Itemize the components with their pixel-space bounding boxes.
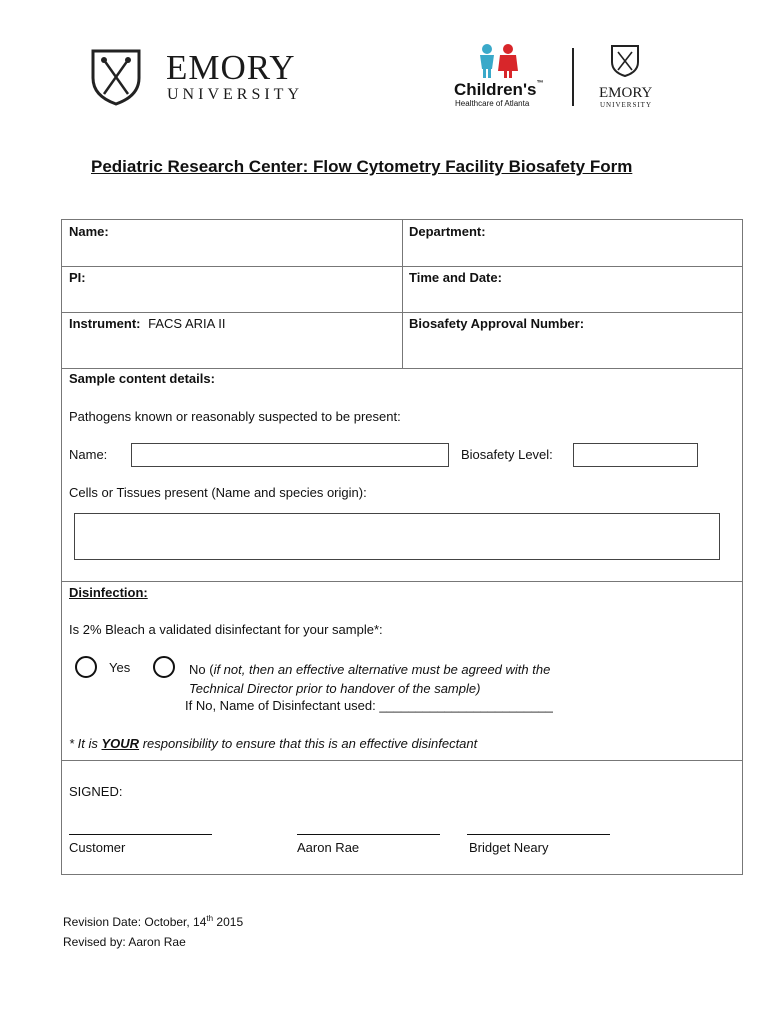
instrument-value: FACS ARIA II <box>148 316 226 331</box>
emory-logo-university: UNIVERSITY <box>167 86 303 103</box>
cells-tissues-input[interactable] <box>74 513 720 560</box>
row-divider <box>62 368 742 369</box>
row-divider <box>62 760 742 761</box>
yes-label: Yes <box>109 660 131 675</box>
childrens-logo-name: Children's™ <box>454 80 544 99</box>
pathogens-text: Pathogens known or reasonably suspected to be present: <box>69 409 401 424</box>
biosafety-form-table <box>61 219 743 875</box>
name-label: Name: <box>69 224 109 239</box>
bleach-question: Is 2% Bleach a validated disinfectant for your sample*: <box>69 622 383 637</box>
logo-divider <box>572 48 574 106</box>
cells-tissues-text: Cells or Tissues present (Name and species origin): <box>69 485 367 500</box>
emory-small-logo-name: EMORY <box>599 85 653 101</box>
column-divider <box>402 220 403 368</box>
pi-label: PI: <box>69 270 86 285</box>
biosafety-level-label: Biosafety Level: <box>461 447 553 462</box>
customer-signature-line[interactable] <box>69 834 212 835</box>
row-divider <box>62 581 742 582</box>
childrens-kids-icon <box>475 43 521 84</box>
pathogen-name-label: Name: <box>69 447 108 462</box>
emory-shield-icon <box>90 48 142 111</box>
biosafety-approval-label: Biosafety Approval Number: <box>409 316 585 331</box>
revision-date: Revision Date: October, 14th 2015 <box>63 914 244 929</box>
emory-small-shield-icon <box>610 44 640 83</box>
yes-radio[interactable] <box>75 656 97 678</box>
signed-label: SIGNED: <box>69 784 123 799</box>
emory-small-logo-university: UNIVERSITY <box>600 101 652 109</box>
instrument-label: Instrument: FACS ARIA II <box>69 316 226 331</box>
no-radio[interactable] <box>153 656 175 678</box>
revised-by: Revised by: Aaron Rae <box>63 935 186 949</box>
pathogen-name-input[interactable] <box>131 443 449 467</box>
aaron-signature-line[interactable] <box>297 834 440 835</box>
department-label: Department: <box>409 224 486 239</box>
emory-logo-name: EMORY <box>166 48 296 87</box>
biosafety-level-input[interactable] <box>573 443 698 467</box>
time-date-label: Time and Date: <box>409 270 502 285</box>
sample-details-label: Sample content details: <box>69 371 215 386</box>
customer-signature-label: Customer <box>69 840 126 855</box>
form-title: Pediatric Research Center: Flow Cytometry Facility Biosafety Form <box>91 157 633 176</box>
if-no-disinfectant-line: If No, Name of Disinfectant used: ________________________ <box>185 698 553 713</box>
responsibility-footnote: * It is YOUR responsibility to ensure that this is an effective disinfectant <box>69 736 478 751</box>
aaron-signature-label: Aaron Rae <box>297 840 360 855</box>
no-label: No (if not, then an effective alternative must be agreed with the Technical Director prior to handover of the sample) <box>189 662 551 696</box>
bridget-signature-line[interactable] <box>467 834 610 835</box>
bridget-signature-label: Bridget Neary <box>469 840 549 855</box>
childrens-logo-subtitle: Healthcare of Atlanta <box>455 99 530 108</box>
disinfection-label: Disinfection: <box>69 585 148 600</box>
